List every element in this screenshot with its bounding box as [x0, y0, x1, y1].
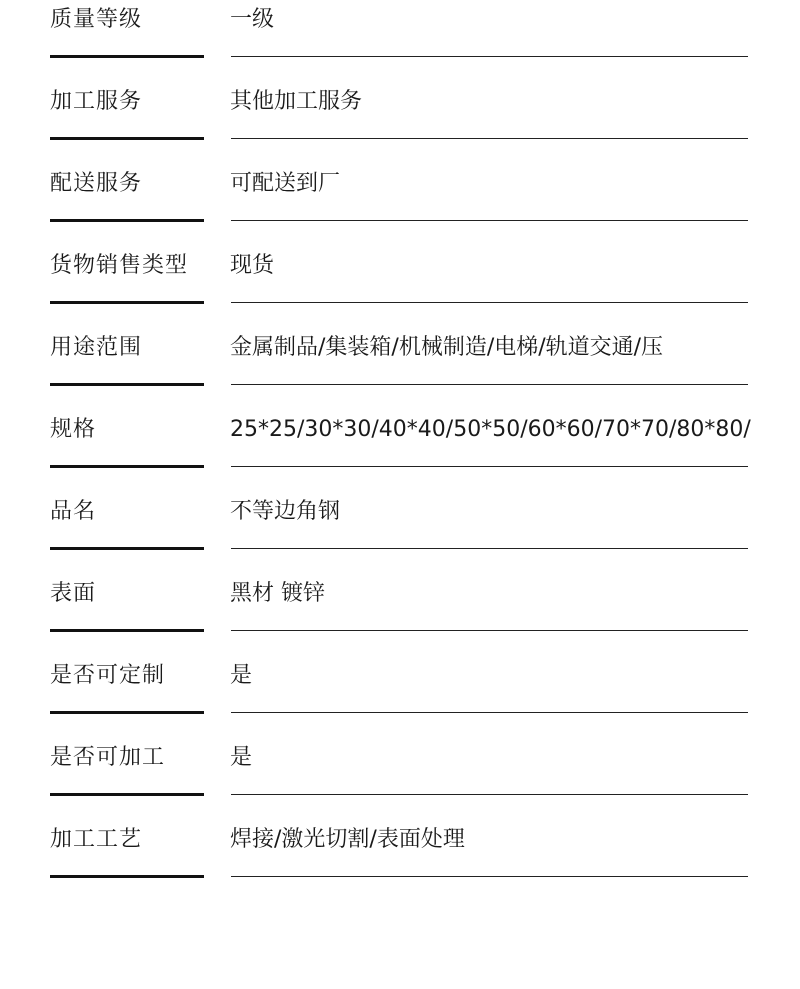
label-underline: [50, 301, 204, 304]
label-underline: [50, 875, 204, 878]
spec-label: 规格: [50, 417, 97, 442]
value-underline: [231, 138, 748, 139]
spec-value: 黑材 镀锌: [230, 581, 325, 606]
value-underline: [231, 876, 748, 877]
spec-row-specification: [0, 410, 800, 492]
spec-row-application-range: [0, 328, 800, 410]
value-underline: [231, 220, 748, 221]
spec-row-customizable: [0, 656, 800, 738]
spec-value: 其他加工服务: [230, 89, 363, 114]
spec-label: 用途范围: [50, 335, 143, 360]
spec-row-processable: [0, 738, 800, 820]
label-underline: [50, 55, 204, 58]
spec-value: 是: [230, 663, 253, 688]
spec-row-processing-service: [0, 82, 800, 164]
spec-label: 加工服务: [50, 89, 143, 114]
spec-value: 一级: [230, 7, 275, 32]
label-underline: [50, 465, 204, 468]
spec-value: 焊接/激光切割/表面处理: [230, 827, 465, 852]
label-underline: [50, 793, 204, 796]
value-underline: [231, 384, 748, 385]
value-underline: [231, 712, 748, 713]
spec-value: 可配送到厂: [230, 171, 341, 196]
value-underline: [231, 302, 748, 303]
spec-value: 25*25/30*30/40*40/50*50/60*60/70*70/80*80/: [230, 417, 751, 442]
label-underline: [50, 137, 204, 140]
spec-row-product-name: [0, 492, 800, 574]
spec-label: 品名: [50, 499, 97, 524]
spec-row-quality-grade: [0, 0, 800, 82]
spec-value: 金属制品/集装箱/机械制造/电梯/轨道交通/压: [230, 335, 664, 360]
spec-row-delivery-service: [0, 164, 800, 246]
value-underline: [231, 548, 748, 549]
spec-row-surface: [0, 574, 800, 656]
value-underline: [231, 630, 748, 631]
spec-label: 质量等级: [50, 7, 143, 32]
spec-value: 现货: [230, 253, 275, 278]
spec-label: 加工工艺: [50, 827, 143, 852]
spec-label: 表面: [50, 581, 97, 606]
spec-label: 是否可加工: [50, 745, 166, 770]
label-underline: [50, 219, 204, 222]
spec-row-processing-technique: [0, 820, 800, 902]
spec-label: 货物销售类型: [50, 253, 189, 278]
label-underline: [50, 383, 204, 386]
value-underline: [231, 56, 748, 57]
spec-label: 配送服务: [50, 171, 143, 196]
label-underline: [50, 547, 204, 550]
spec-row-sales-type: [0, 246, 800, 328]
label-underline: [50, 629, 204, 632]
spec-label: 是否可定制: [50, 663, 166, 688]
value-underline: [231, 794, 748, 795]
label-underline: [50, 711, 204, 714]
value-underline: [231, 466, 748, 467]
spec-value: 不等边角钢: [230, 499, 341, 524]
spec-value: 是: [230, 745, 253, 770]
